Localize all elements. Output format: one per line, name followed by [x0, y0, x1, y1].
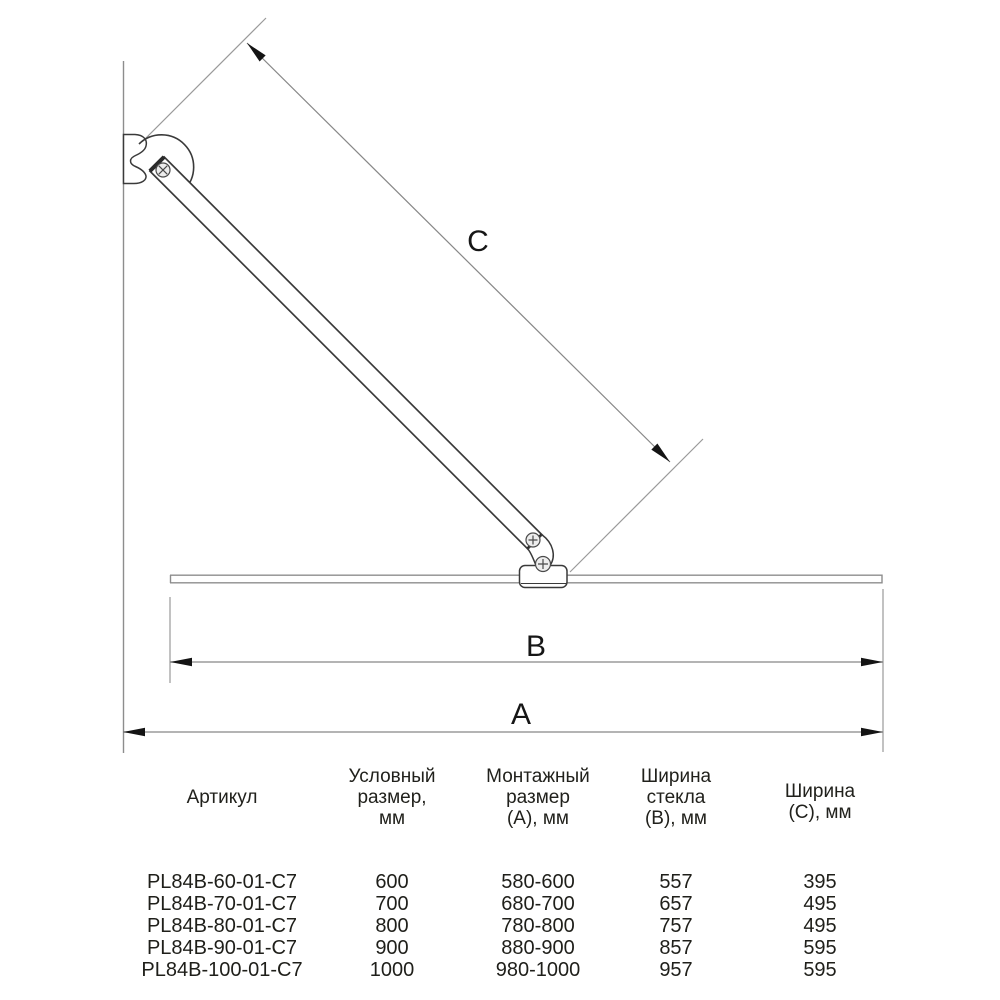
nominal-size-cell: 700	[375, 893, 409, 915]
width-c-cell: 495	[803, 893, 837, 915]
mounting-size-cell: 880-900	[501, 937, 575, 959]
article-cell: PL84B-80-01-C7	[146, 915, 298, 937]
table-row	[0, 937, 1000, 959]
flap-panel	[150, 157, 542, 549]
nominal-size-cell: 800	[375, 915, 409, 937]
label-b: B	[525, 630, 547, 663]
screw-icon	[156, 163, 170, 177]
nominal-size-cell: 600	[375, 871, 409, 893]
nominal-size-cell: 900	[375, 937, 409, 959]
column-header-article: Артикул	[186, 786, 258, 808]
nominal-size-cell: 1000	[369, 959, 415, 981]
width-c-cell: 595	[803, 959, 837, 981]
width-c-cell: 595	[803, 937, 837, 959]
extension-line-c-top	[137, 18, 266, 147]
width-c-cell: 395	[803, 871, 837, 893]
column-header-glass-width-b: Ширина стекла (В), мм	[640, 765, 712, 829]
article-cell: PL84B-60-01-C7	[146, 871, 298, 893]
table-row	[0, 959, 1000, 981]
mounting-size-cell: 980-1000	[495, 959, 581, 981]
mounting-size-cell: 680-700	[501, 893, 575, 915]
table-row	[0, 915, 1000, 937]
table-row	[0, 893, 1000, 915]
column-header-width-c: Ширина (С), мм	[784, 780, 856, 823]
article-cell: PL84B-100-01-C7	[141, 959, 303, 981]
glass-width-cell: 757	[659, 915, 693, 937]
pivot-screw-icon	[536, 557, 551, 572]
glass-width-cell: 557	[659, 871, 693, 893]
glass-width-cell: 957	[659, 959, 693, 981]
mounting-size-cell: 780-800	[501, 915, 575, 937]
article-cell: PL84B-90-01-C7	[146, 937, 298, 959]
table-row	[0, 871, 1000, 893]
glass-width-cell: 657	[659, 893, 693, 915]
screw-icon	[526, 533, 540, 547]
label-c: C	[467, 225, 489, 258]
extension-line-c-bottom	[570, 439, 703, 572]
width-c-cell: 495	[803, 915, 837, 937]
column-header-mounting-size-a: Монтажный размер (А), мм	[486, 765, 590, 829]
label-a: A	[510, 698, 532, 731]
wall-bracket	[124, 135, 147, 184]
mounting-size-cell: 580-600	[501, 871, 575, 893]
glass-width-cell: 857	[659, 937, 693, 959]
column-header-nominal-size: Условный размер, мм	[348, 765, 436, 829]
dimension-line-c	[247, 43, 670, 462]
article-cell: PL84B-70-01-C7	[146, 893, 298, 915]
